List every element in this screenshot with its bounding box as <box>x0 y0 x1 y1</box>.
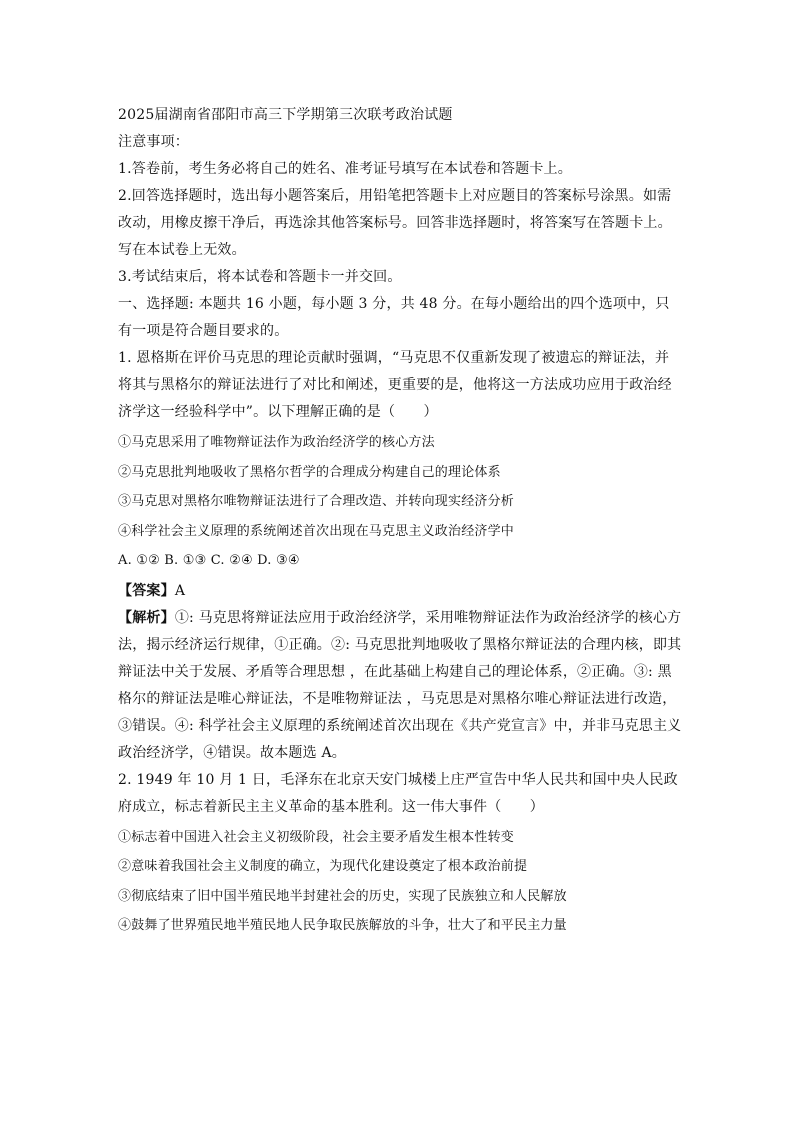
question-1-option-3: ③马克思对黑格尔唯物辩证法进行了合理改造、并转向现实经济分析 <box>118 494 515 509</box>
question-2-option-1: ①标志着中国进入社会主义初级阶段，社会主要矛盾发生根本性转变 <box>118 829 515 845</box>
question-1-analysis <box>118 605 682 767</box>
notice-heading: 注意事项： <box>118 134 189 150</box>
section-heading: 一、选择题: 本题共 16 小题，每小题 3 分，共 48 分。在每小题给出的四个选项中，只有一项是符合题目要求的。 <box>118 296 670 339</box>
question-1-stem: 1. 恩格斯在评价马克思的理论贡献时强调，“马克思不仅重新发现了被遗忘的辩证法，并将其与黑格尔的辩证法进行了对比和阐述，更重要的是，他将这一方法成功应用于政治经济学这一经验科学中”。以下理解正确的是（ ） <box>118 350 672 420</box>
question-1-option-1: ①马克思采用了唯物辩证法作为政治经济学的核心方法 <box>118 435 435 450</box>
question-2-option-4: ④鼓舞了世界殖民地半殖民地人民争取民族解放的斗争，壮大了和平民主力量 <box>118 918 567 933</box>
document-content <box>118 102 682 941</box>
notice-item-2: 2.回答选择题时，选出每小题答案后，用铅笔把答题卡上对应题目的答案标号涂黑。如需改动，用橡皮擦干净后，再选涂其他答案标号。回答非选择题时，将答案写在答题卡上。写在本试卷上无效。 <box>118 188 672 258</box>
question-1-option-2: ②马克思批判地吸收了黑格尔哲学的合理成分构建自己的理论体系 <box>118 464 501 480</box>
answer-value: A <box>174 582 186 599</box>
answer-label: 【答案】 <box>118 582 175 599</box>
notice-item-3: 3.考试结束后，将本试卷和答题卡一并交回。 <box>118 269 402 285</box>
question-2-stem: 2. 1949 年 10 月 1 日，毛泽东在北京天安门城楼上庄严宣告中华人民共和国中央人民政府成立，标志着新民主主义革命的基本胜利。这一伟大事件（ ） <box>118 771 678 815</box>
analysis-label: 【解析】 <box>118 609 175 626</box>
question-2-option-3: ③彻底结束了旧中国半殖民地半封建社会的历史，实现了民族独立和人民解放 <box>118 888 567 904</box>
question-1-option-4: ④科学社会主义原理的系统阐述首次出现在马克思主义政治经济学中 <box>118 523 515 539</box>
question-2-option-2: ②意味着我国社会主义制度的确立，为现代化建设奠定了根本政治前提 <box>118 859 528 874</box>
question-1-answer <box>118 578 682 605</box>
exam-title: 2025届湖南省邵阳市高三下学期第三次联考政治试题 <box>118 107 453 123</box>
analysis-text: ①: 马克思将辩证法应用于政治经济学，采用唯物辩证法作为政治经济学的核心方法，揭示经济运行规律，①正确。②: 马克思批判地吸收了黑格尔辩证法的合理内核，即其辩证法中关于发展、矛盾等合理思想 ，在此基础上构建自己的理论体系，②正确。③: 黑格尔的辩证法是唯心辩证法，不是唯物辩证法 ，马克思是对黑格尔唯心辩证法进行改造，③错误。④: 科学社会主义原理的系统阐述首次出现在《共产党宣言》中，并非马克思主义政治经济学，④错误。故本题选 A。 <box>118 609 682 761</box>
notice-item-1: 1.答卷前，考生务必将自己的姓名、准考证号填写在本试卷和答题卡上。 <box>118 161 572 177</box>
question-1-choices: A. ①② B. ①③ C. ②④ D. ③④ <box>118 553 300 568</box>
